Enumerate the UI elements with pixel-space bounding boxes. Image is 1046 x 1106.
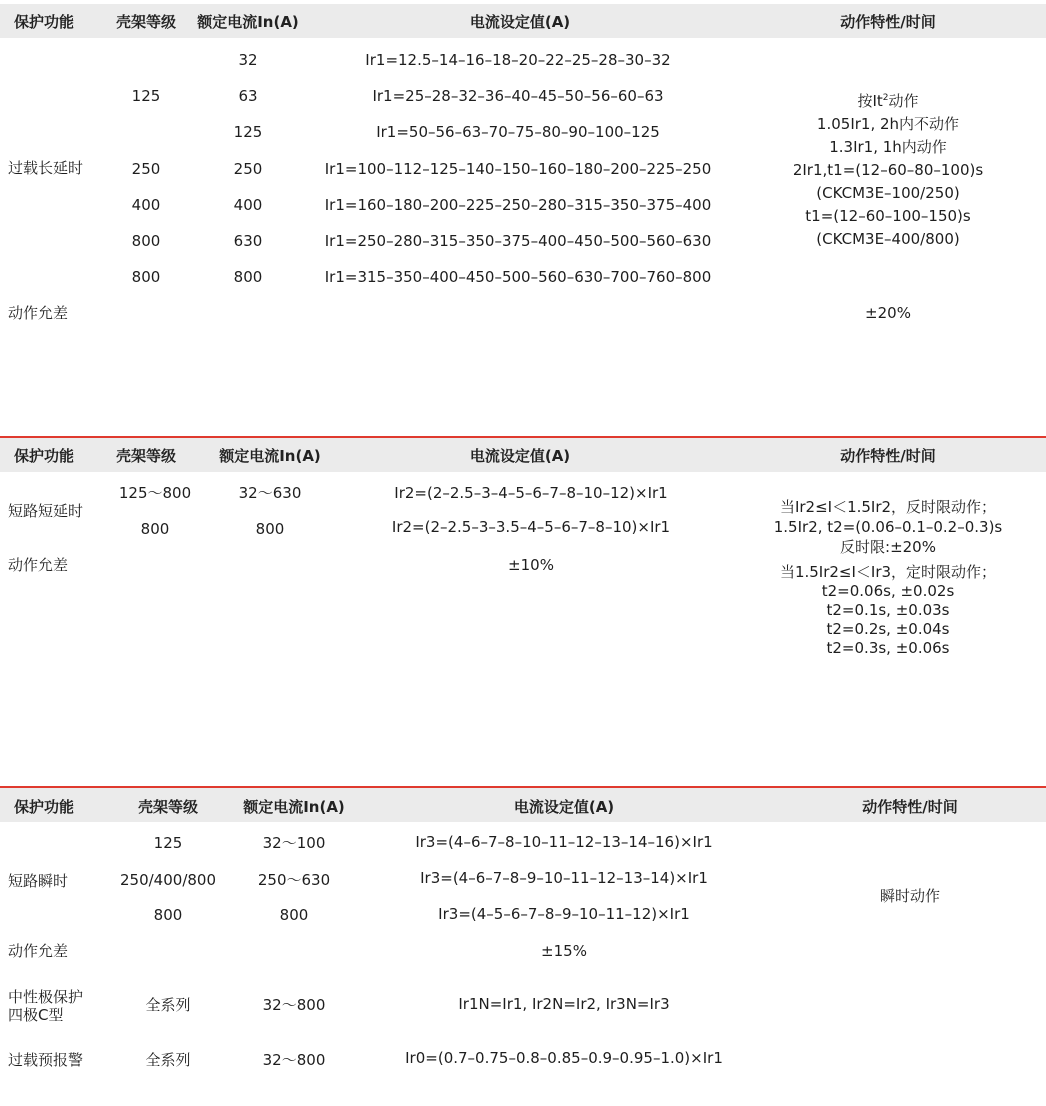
setting-cell: Ir3=(4–5–6–7–8–9–10–11–12)×Ir1 <box>438 905 690 923</box>
header-current-setting: 电流设定值(A) <box>513 798 615 816</box>
characteristic-line: 1.05Ir1, 2h内不动作 <box>816 115 960 133</box>
tolerance-label: 动作允差 <box>8 304 69 322</box>
rated-cell: 32～100 <box>262 834 326 852</box>
characteristic-line: t2=0.2s, ±0.04s <box>826 620 950 638</box>
frame-cell: 800 <box>153 906 183 924</box>
tolerance-label: 动作允差 <box>8 942 69 960</box>
characteristic-block <box>793 90 983 251</box>
characteristic-line: (CKCM3E–400/800) <box>816 230 960 248</box>
characteristic-line: (CKCM3E–100/250) <box>816 184 960 202</box>
characteristic-line: 按It$^2$动作 <box>857 92 919 110</box>
header-rated-current: 额定电流In(A) <box>197 13 299 31</box>
setting-cell: Ir1=315–350–400–450–500–560–630–700–760–800 <box>324 268 712 286</box>
rated-cell: 125 <box>233 123 263 141</box>
frame-cell: 800 <box>131 268 161 286</box>
characteristic-line: t2=0.06s, ±0.02s <box>821 582 955 600</box>
setting-cell: Ir1=50–56–63–70–75–80–90–100–125 <box>376 123 660 141</box>
setting-cell: Ir2=(2–2.5–3–3.5–4–5–6–7–8–10)×Ir1 <box>391 518 671 536</box>
neutral-protection-label: 中性极保护 <box>8 988 84 1006</box>
rated-cell: 800 <box>233 268 263 286</box>
frame-cell: 125 <box>131 87 161 105</box>
setting-cell: Ir3=(4–6–7–8–10–11–12–13–14–16)×Ir1 <box>415 833 713 851</box>
setting-cell: Ir1=25–28–32–36–40–45–50–56–60–63 <box>372 87 664 105</box>
setting-cell: Ir1=12.5–14–16–18–20–22–25–28–30–32 <box>365 51 671 69</box>
setting-cell: Ir0=(0.7–0.75–0.8–0.85–0.9–0.95–1.0)×Ir1 <box>405 1049 723 1067</box>
characteristic-line: 当Ir2≤I＜1.5Ir2，反时限动作； <box>779 498 997 516</box>
header-characteristic: 动作特性/时间 <box>862 798 958 816</box>
setting-cell: Ir2=(2–2.5–3–4–5–6–7–8–10–12)×Ir1 <box>394 484 668 502</box>
header-current-setting: 电流设定值(A) <box>469 447 571 465</box>
header-current-setting: 电流设定值(A) <box>469 13 571 31</box>
header-frame-grade: 壳架等级 <box>115 13 177 31</box>
function-label: 过载长延时 <box>8 159 84 177</box>
characteristic-line: t2=0.3s, ±0.06s <box>826 639 950 657</box>
frame-cell: 全系列 <box>145 1051 191 1069</box>
rated-cell: 32～800 <box>262 996 326 1014</box>
tolerance-label: 动作允差 <box>8 556 69 574</box>
setting-cell: Ir1=250–280–315–350–375–400–450–500–560–630 <box>324 232 712 250</box>
frame-cell: 800 <box>140 520 170 538</box>
tolerance-value: ±15% <box>541 942 587 960</box>
header-protection-function: 保护功能 <box>14 798 75 816</box>
header-frame-grade: 壳架等级 <box>115 447 177 465</box>
frame-cell: 全系列 <box>145 996 191 1014</box>
function-label: 短路瞬时 <box>8 872 69 890</box>
header-rated-current: 额定电流In(A) <box>243 798 345 816</box>
characteristic-line: 2Ir1,t1=(12–60–80–100)s <box>792 161 984 179</box>
header-frame-grade: 壳架等级 <box>137 798 199 816</box>
header-characteristic: 动作特性/时间 <box>840 13 936 31</box>
setting-cell: Ir3=(4–6–7–8–9–10–11–12–13–14)×Ir1 <box>420 869 708 887</box>
characteristic-value: 瞬时动作 <box>879 887 941 905</box>
setting-cell: Ir1=160–180–200–225–250–280–315–350–375–400 <box>324 196 712 214</box>
frame-cell: 250/400/800 <box>120 871 216 889</box>
rated-cell: 800 <box>255 520 285 538</box>
prealarm-label: 过载预报警 <box>8 1051 84 1069</box>
header-characteristic: 动作特性/时间 <box>840 447 936 465</box>
rated-cell: 32 <box>238 51 258 69</box>
characteristic-line: 当1.5Ir2≤I＜Ir3，定时限动作； <box>779 563 997 581</box>
tolerance-value: ±10% <box>508 556 554 574</box>
frame-cell: 250 <box>131 160 161 178</box>
rated-cell: 32～630 <box>238 484 302 502</box>
rated-cell: 250 <box>233 160 263 178</box>
header-protection-function: 保护功能 <box>14 447 75 465</box>
rated-cell: 630 <box>233 232 263 250</box>
characteristic-line: t2=0.1s, ±0.03s <box>826 601 950 619</box>
four-pole-type-label: 四极C型 <box>8 1006 64 1024</box>
characteristic-line: 反时限:±20% <box>840 538 936 556</box>
frame-cell: 400 <box>131 196 161 214</box>
rated-cell: 250～630 <box>257 871 331 889</box>
characteristic-line: 1.3Ir1, 1h内动作 <box>829 138 947 156</box>
setting-cell: Ir1=100–112–125–140–150–160–180–200–225–250 <box>324 160 712 178</box>
rated-cell: 800 <box>279 906 309 924</box>
frame-cell: 125 <box>153 834 183 852</box>
function-label: 短路短延时 <box>8 502 84 520</box>
header-rated-current: 额定电流In(A) <box>219 447 321 465</box>
tolerance-value: ±20% <box>865 304 911 322</box>
frame-cell: 800 <box>131 232 161 250</box>
rated-cell: 400 <box>233 196 263 214</box>
setting-cell: Ir1N=Ir1, Ir2N=Ir2, Ir3N=Ir3 <box>458 995 670 1013</box>
frame-cell: 125～800 <box>118 484 192 502</box>
characteristic-line: 1.5Ir2, t2=(0.06–0.1–0.2–0.3)s <box>773 518 1003 536</box>
header-protection-function: 保护功能 <box>14 13 75 31</box>
rated-cell: 32～800 <box>262 1051 326 1069</box>
characteristic-line: t1=(12–60–100–150)s <box>805 207 971 225</box>
rated-cell: 63 <box>238 87 258 105</box>
